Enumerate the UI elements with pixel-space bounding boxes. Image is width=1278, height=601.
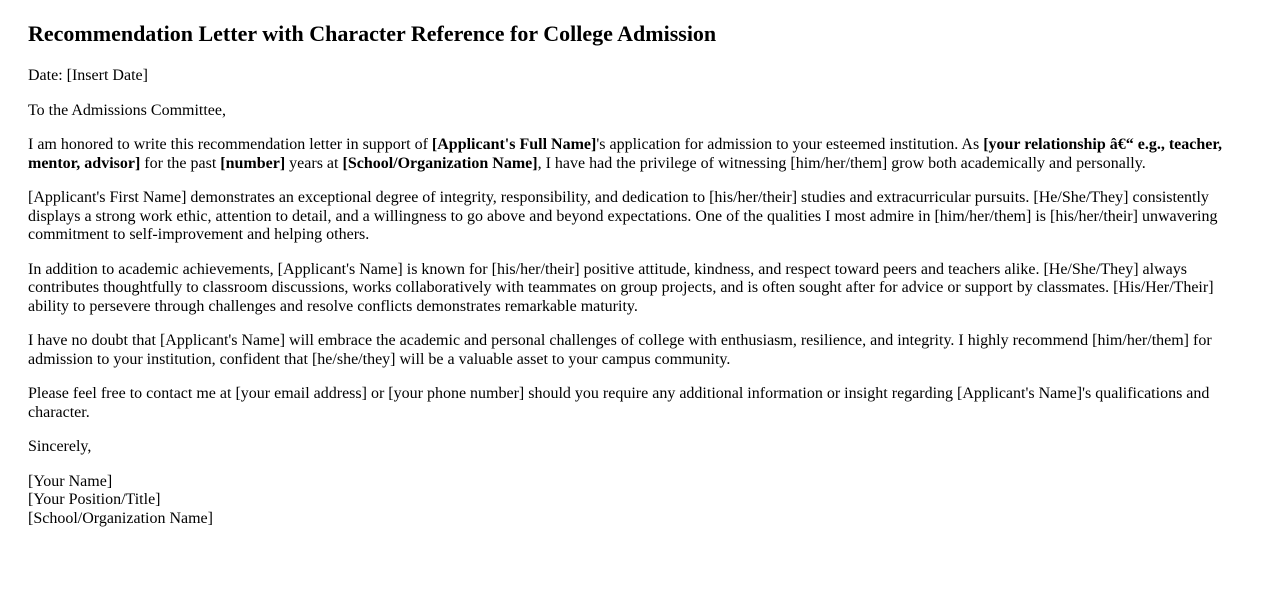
text-run: Date: [Insert Date] [28,67,148,84]
letter-document [28,21,1250,528]
closing [28,438,1250,457]
community-paragraph [28,261,1250,317]
date-line [28,67,1250,86]
letter-body [28,67,1250,528]
text-run: Please feel free to contact me at [your email address] or [your phone number] should you require any additional information or insight regarding [Applicant's Name]'s qualifications and character. [28,385,1210,421]
page-title: Recommendation Letter with Character Reference for College Admission [28,21,717,46]
character-paragraph [28,189,1250,245]
text-run: In addition to academic achievements, [Applicant's Name] is known for [his/her/their] positive attitude, kindness, and respect toward peers and teachers alike. [He/She/They] always contributes thoughtfully to classroom discussions, works collaboratively with teammates on group projects, and is often sought after for advice or support by classmates. [His/Her/Their] ability to persevere through challenges and resolve conflicts demonstrates remarkable maturity. [28,260,1214,315]
placeholder-bold-run: [Applicant's Full Name] [431,136,597,153]
text-run: for the past [140,154,221,172]
text-run: I am honored to write this recommendation letter in support of [28,136,432,153]
text-run: To the Admissions Committee, [28,101,226,119]
salutation [28,102,1250,121]
placeholder-bold-run: [number] [220,154,286,172]
signature-block [28,473,1250,529]
text-run: [Applicant's First Name] demonstrates an exceptional degree of integrity, responsibility, and dedication to [his/her/their] studies and extracurricular pursuits. [He/She/They] consistently displays a strong work ethic, attention to detail, and a willingness to go above and beyond expectations. One of the qualities I most admire in [him/her/them] is [his/her/their] unwavering commitment to self-improvement and helping others. [28,189,1218,243]
placeholder-bold-run: [your relationship â€“ e.g., teacher, mentor, advisor] [28,136,1223,172]
intro-paragraph [28,136,1250,173]
placeholder-bold-run: [School/Organization Name] [342,154,538,172]
text-run: 's application for admission to your esteemed institution. As [596,136,984,153]
text-run: years at [285,154,343,172]
signature-line: [Your Position/Title] [28,491,161,508]
contact-paragraph [28,385,1250,422]
text-run: , I have had the privilege of witnessing [him/her/them] grow both academically and personally. [537,154,1146,172]
endorsement-paragraph [28,332,1250,369]
signature-line: [Your Name] [28,472,113,490]
text-run: Sincerely, [28,438,92,455]
text-run: I have no doubt that [Applicant's Name] will embrace the academic and personal challenges of college with enthusiasm, resilience, and integrity. I highly recommend [him/her/them] for admission to your institution, confident that [he/she/they] will be a valuable asset to your campus community. [28,332,1212,368]
signature-line: [School/Organization Name] [28,509,213,527]
